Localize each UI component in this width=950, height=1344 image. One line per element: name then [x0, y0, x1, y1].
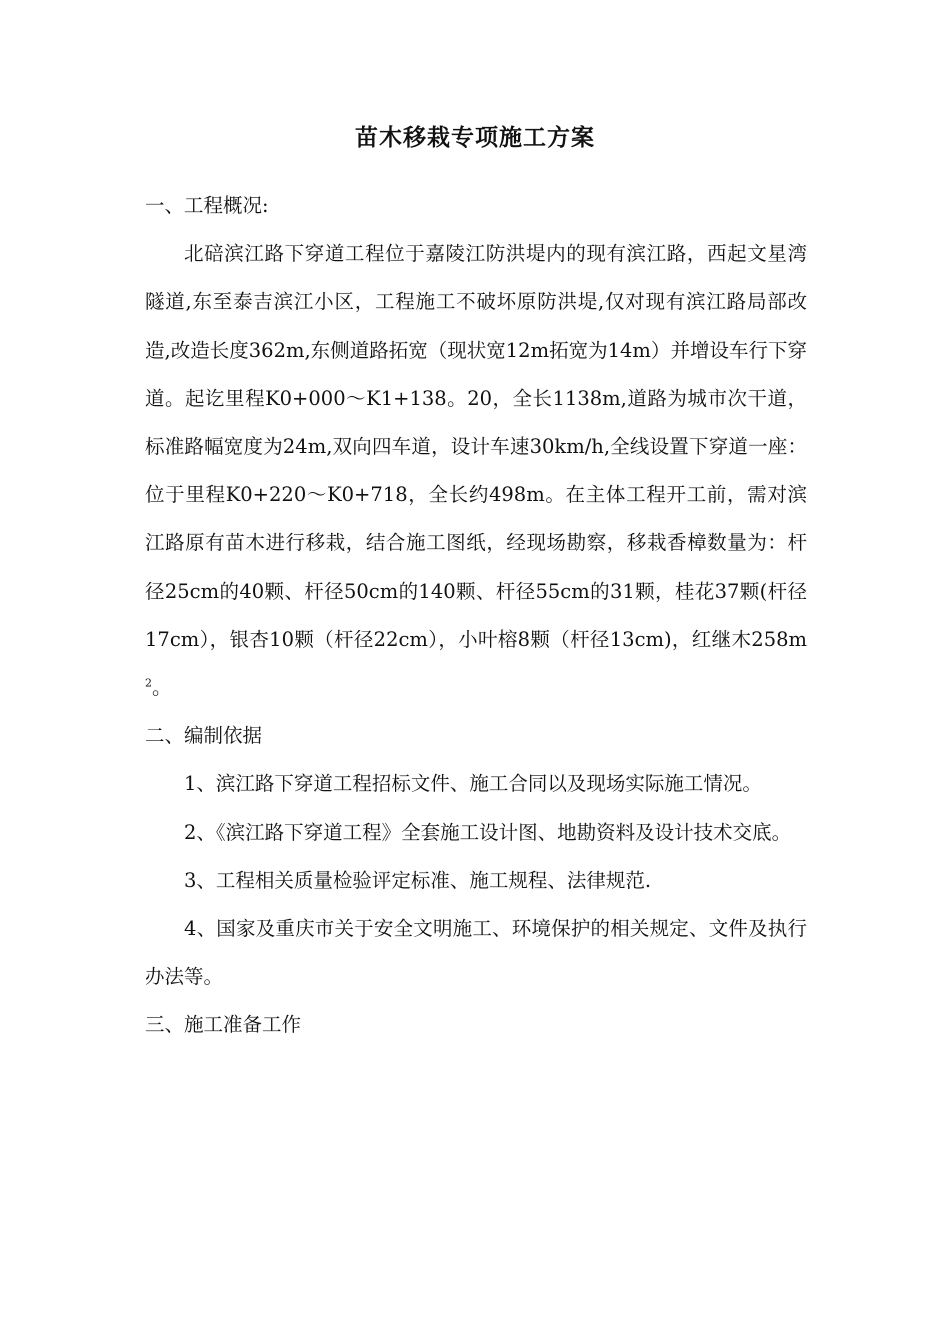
overview-text: 北碚滨江路下穿道工程位于嘉陵江防洪堤内的现有滨江路，西起文星湾隧道,东至泰吉滨江小区，工程施工不破坏原防洪堤,仅对现有滨江路局部改造,改造长度362m,东侧道路拓宽（现状宽12m拓宽为14m）并增设车行下穿道。起讫里程K0+000～K1+138。20，全长1138m,道路为城市次干道，标准路幅宽度为24m,双向四车道，设计车速30km/h,全线设置下穿道一座：位于里程K0+220～K0+718，全长约498m。在主体工程开工前，需对滨江路原有苗木进行移栽，结合施工图纸，经现场勘察，移栽香樟数量为：杆径25cm的40颗、杆径50cm的140颗、杆径55cm的31颗，桂花37颗(杆径17cm），银杏10颗（杆径22cm），小叶榕8颗（杆径13cm)，红继木258m: [145, 242, 807, 651]
basis-item: 1、滨江路下穿道工程招标文件、施工合同以及现场实际施工情况。: [184, 772, 762, 796]
section-heading-overview: 一、工程概况:: [145, 194, 269, 217]
section-heading-basis: 二、编制依据: [145, 724, 263, 748]
overview-text-end: 。: [152, 676, 172, 700]
overview-paragraph: [145, 230, 807, 712]
document-title: 苗木移栽专项施工方案: [355, 124, 595, 151]
basis-item: 4、国家及重庆市关于安全文明施工、环境保护的相关规定、文件及执行办法等。: [145, 917, 807, 989]
section-heading-preparation: 三、施工准备工作: [145, 1013, 302, 1037]
basis-item: 3、工程相关质量检验评定标准、施工规程、法律规范.: [184, 868, 652, 892]
area-superscript: 2: [145, 676, 152, 690]
basis-item: 2、《滨江路下穿道工程》全套施工设计图、地勘资料及设计技术交底。: [184, 820, 792, 844]
document-body: [145, 182, 807, 1050]
